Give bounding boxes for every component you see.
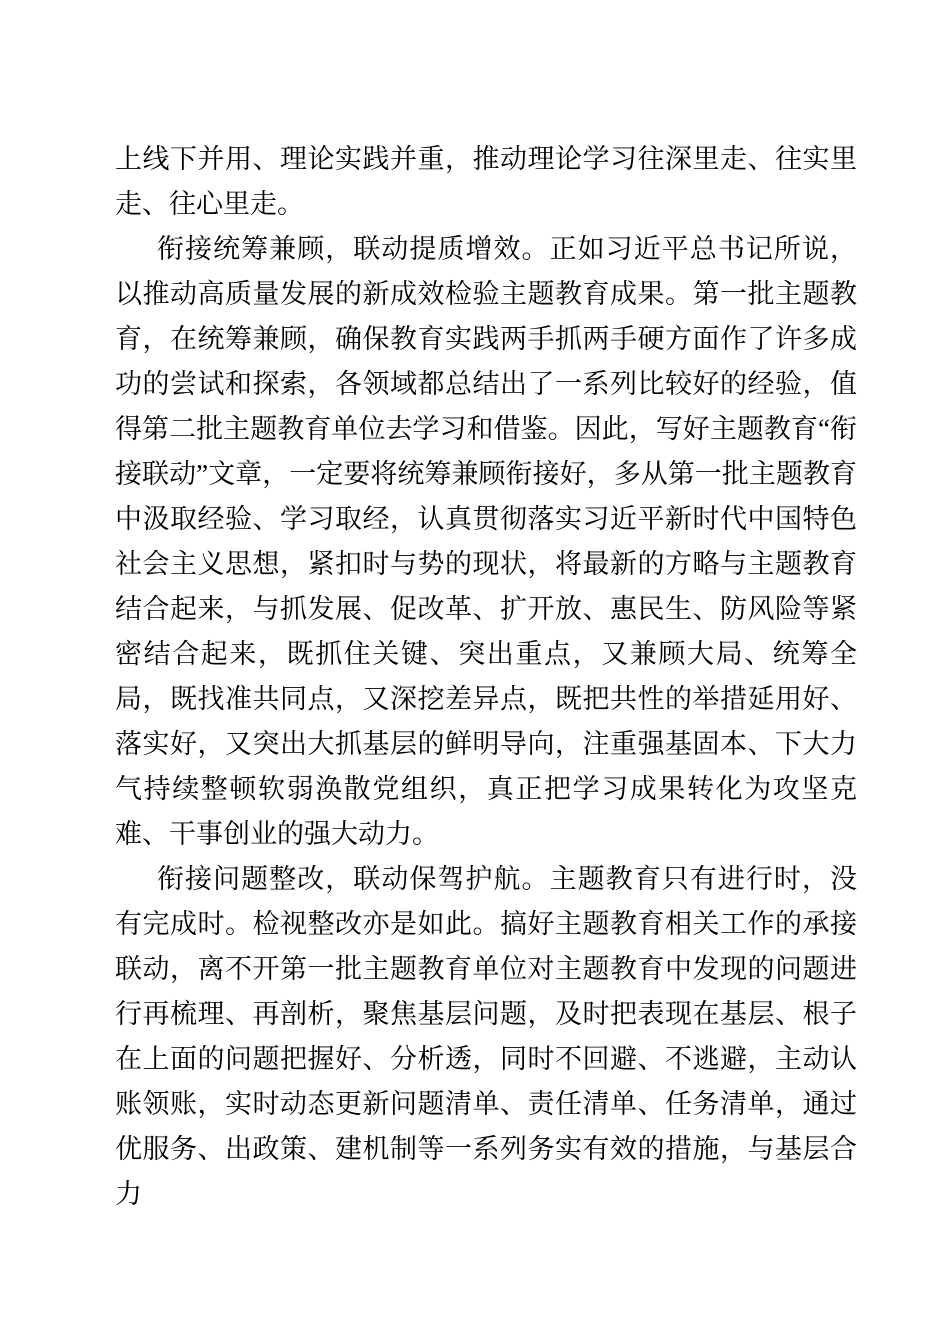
paragraph-problem-rectification: 衔接问题整改，联动保驾护航。主题教育只有进行时，没有完成时。检视整改亦是如此。搞好主题教育相关工作的承接联动，离不开第一批主题教育单位对主题教育中发现的问题进行再梳理、再剖析，聚焦基层问题，及时把表现在基层、根子在上面的问题把握好、分析透，同时不回避、不逃避，主动认账领账，实时动态更新问题清单、责任清单、任务清单，通过优服务、出政策、建机制等一系列务实有效的措施，与基层合力: [115, 864, 857, 1209]
paragraph-continuation: 上线下并用、理论实践并重，推动理论学习往深里走、往实里走、往心里走。: [115, 144, 857, 219]
document-text-block: [115, 137, 857, 1217]
paragraph-coordination-quality: 衔接统筹兼顾，联动提质增效。正如习近平总书记所说，以推动高质量发展的新成效检验主题教育成果。第一批主题教育，在统筹兼顾，确保教育实践两手抓两手硬方面作了许多成功的尝试和探索，各领域都总结出了一系列比较好的经验，值得第二批主题教育单位去学习和借鉴。因此，写好主题教育“衔接联动”文章，一定要将统筹兼顾衔接好，多从第一批主题教育中汲取经验、学习取经，认真贯彻落实习近平新时代中国特色社会主义思想，紧扣时与势的现状，将最新的方略与主题教育结合起来，与抓发展、促改革、扩开放、惠民生、防风险等紧密结合起来，既抓住关键、突出重点，又兼顾大局、统筹全局，既找准共同点，又深挖差异点，既把共性的举措延用好、落实好，又突出大抓基层的鲜明导向，注重强基固本、下大力气持续整顿软弱涣散党组织，真正把学习成果转化为攻坚克难、干事创业的强大动力。: [115, 234, 857, 849]
